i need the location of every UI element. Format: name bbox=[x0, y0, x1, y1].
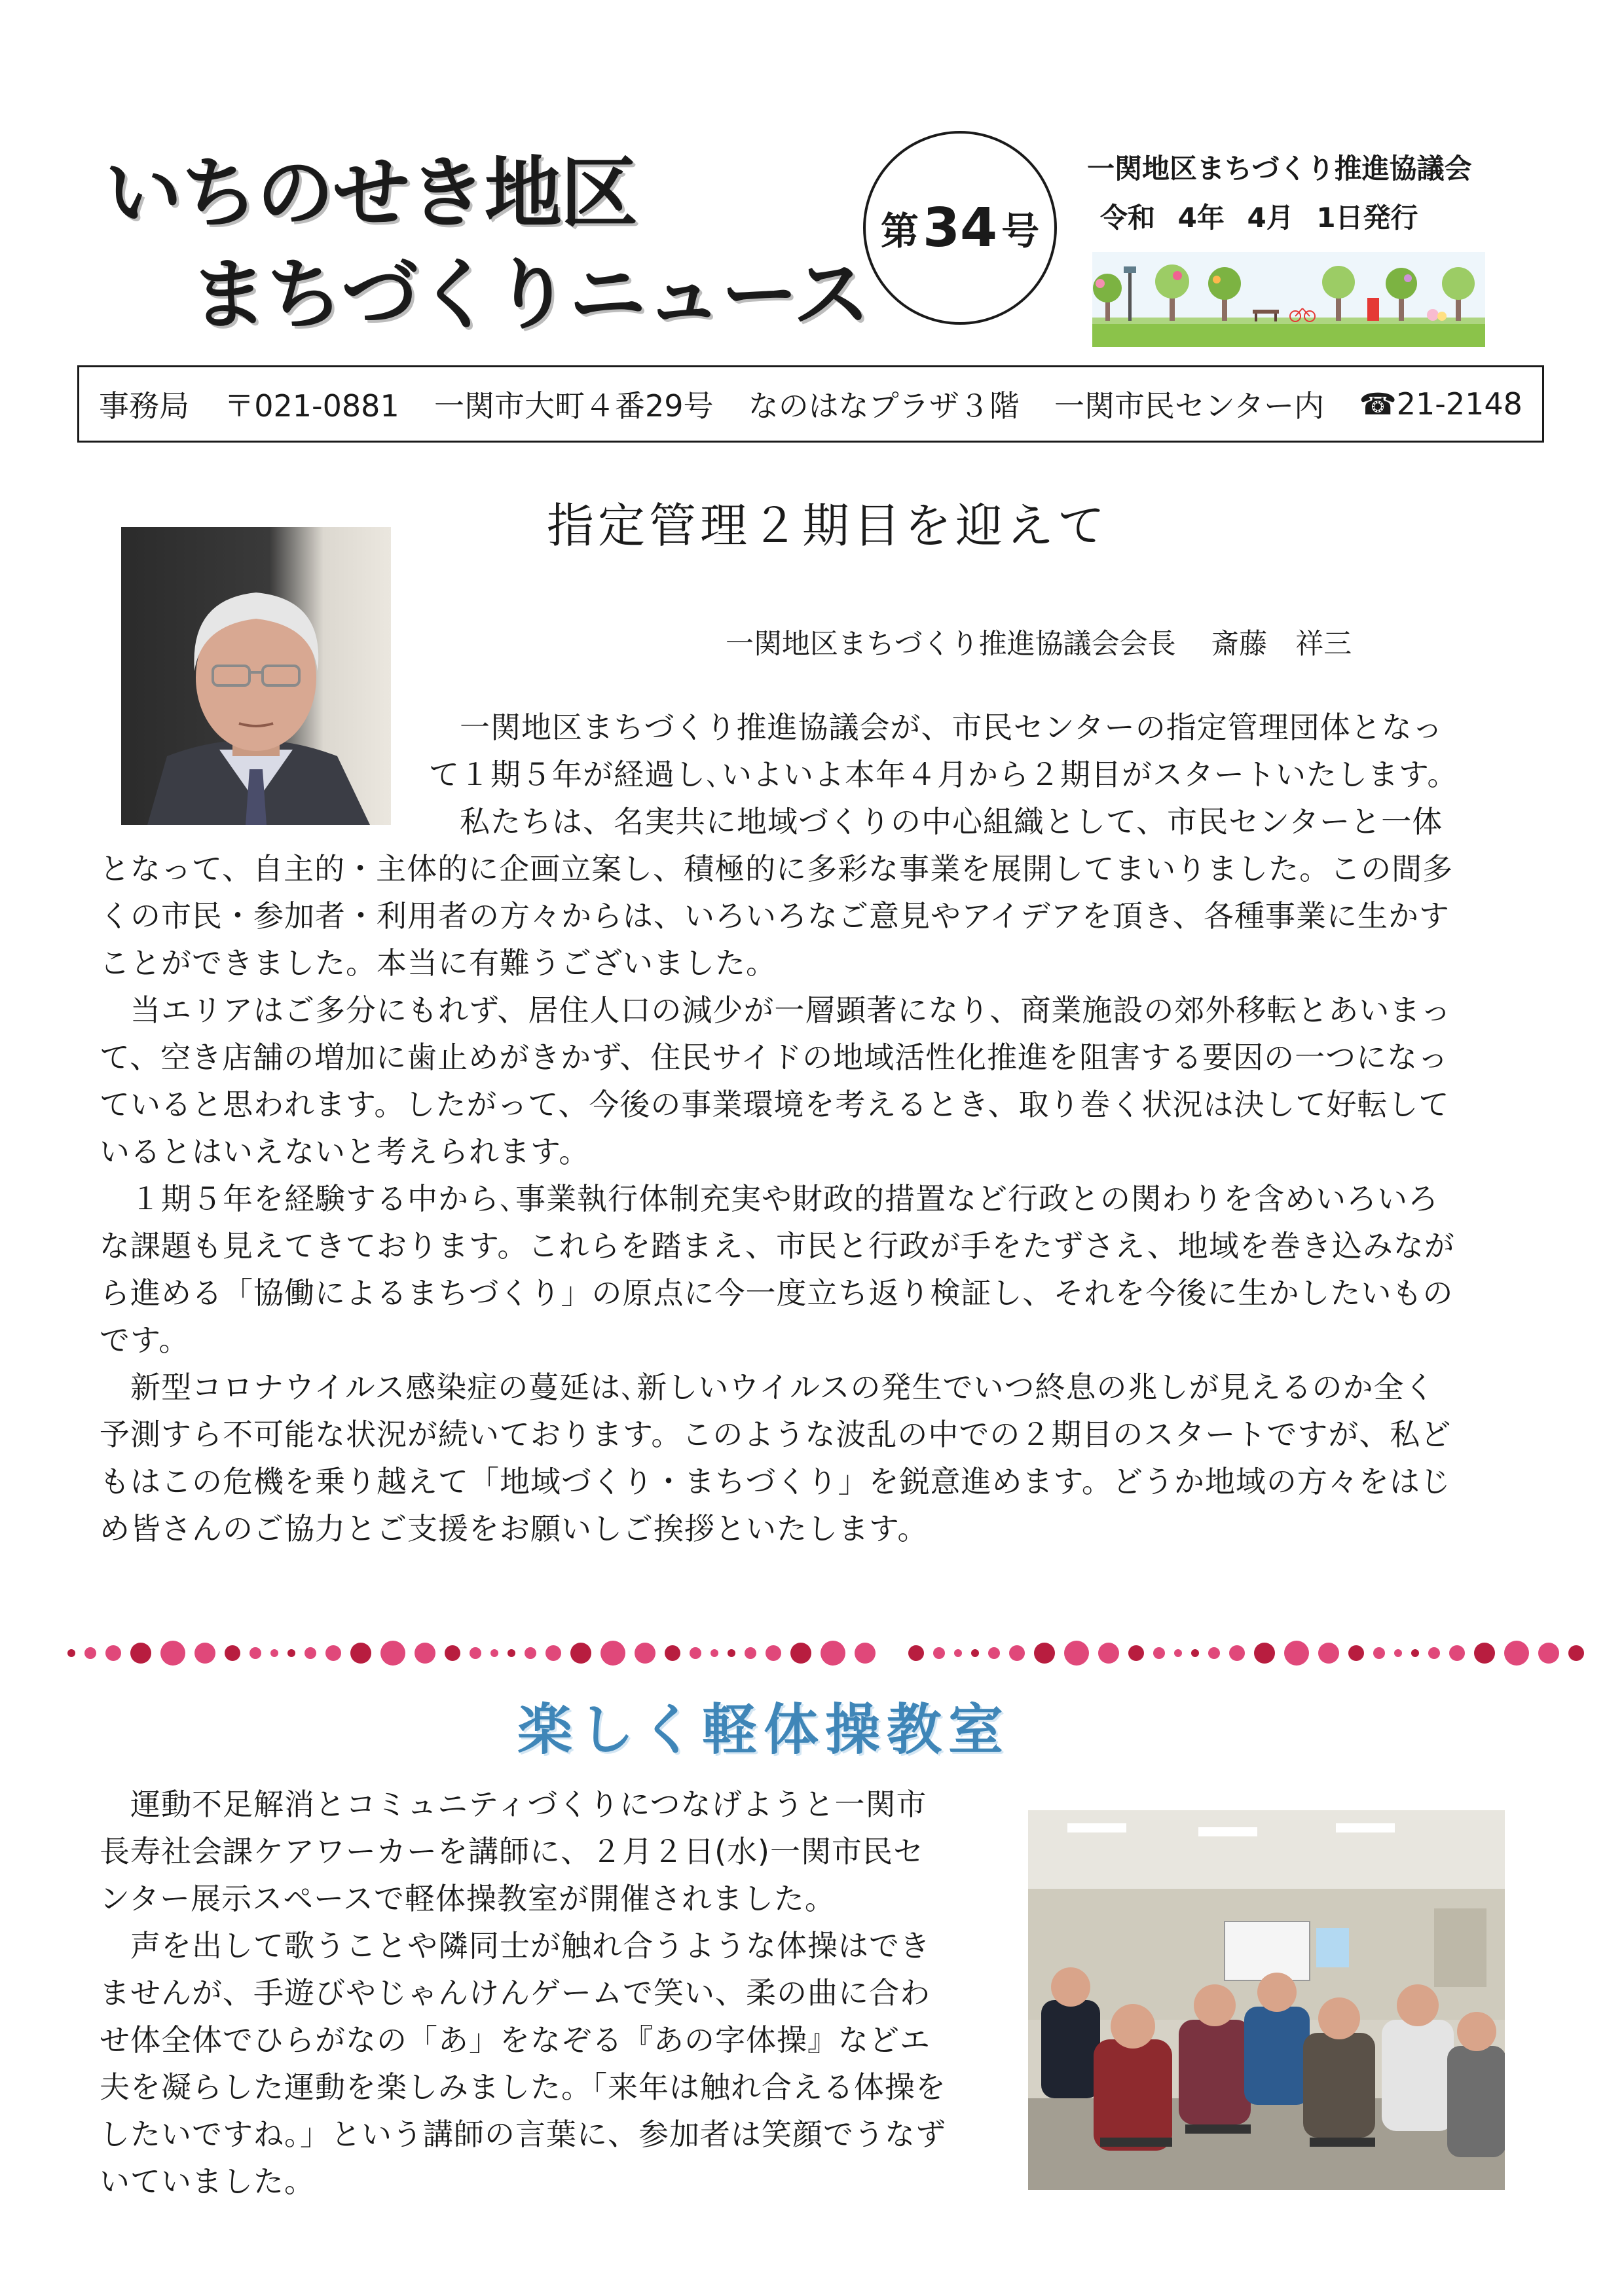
divider-dot bbox=[971, 1649, 979, 1657]
divider-dot bbox=[635, 1643, 655, 1664]
exercise-class-photo bbox=[1028, 1810, 1505, 2190]
article1-text-line: め皆さんのご協力とご支援をお願いしご挨拶といたします。 bbox=[100, 1511, 929, 1546]
divider-dot bbox=[1098, 1643, 1119, 1664]
divider-dot bbox=[1373, 1647, 1385, 1659]
article2-text-line: 声を出して歌うことや隣同士が触れ合うような体操はでき bbox=[100, 1928, 931, 1963]
article2-title: 楽しく軽体操教室 bbox=[517, 1698, 1010, 1762]
divider-dot bbox=[1174, 1649, 1182, 1657]
divider-dot bbox=[194, 1643, 215, 1664]
article2-text-line: 夫を凝らした運動を楽しみました｡「来年は触れ合える体操を bbox=[100, 2069, 946, 2105]
article1-body bbox=[100, 845, 1455, 1552]
divider-dot bbox=[1153, 1647, 1165, 1659]
office-postal-code: 〒021-0881 bbox=[224, 388, 399, 424]
divider-dot bbox=[1449, 1645, 1465, 1661]
divider-dot bbox=[130, 1643, 151, 1664]
divider-dot bbox=[1009, 1645, 1025, 1661]
divider-dot bbox=[1348, 1645, 1364, 1661]
divider-dot bbox=[325, 1645, 341, 1661]
office-phone: ☎21-2148 bbox=[1359, 386, 1522, 422]
divider-dot bbox=[1394, 1649, 1402, 1657]
article1-intro bbox=[429, 704, 1458, 845]
issue-suffix: 号 bbox=[1001, 209, 1040, 253]
divider-dot bbox=[1229, 1645, 1245, 1661]
dotted-divider bbox=[62, 1637, 1588, 1669]
article1-text-line: 当エリアはご多分にもれず、居住人口の減少が一層顕著になり、商業施設の郊外移転とあいまっ bbox=[100, 993, 1452, 1028]
article2-body bbox=[100, 1781, 946, 2205]
divider-dot bbox=[490, 1649, 498, 1657]
divider-dot bbox=[1128, 1645, 1144, 1661]
divider-dot bbox=[1318, 1643, 1339, 1664]
article1-text-line: くの市民・参加者・利用者の方々からは、いろいろなご意見やアイデアを頂き、各種事業に生かす bbox=[100, 898, 1450, 934]
divider-dot bbox=[1428, 1647, 1440, 1659]
divider-dot bbox=[1191, 1649, 1199, 1657]
divider-dot bbox=[67, 1649, 75, 1657]
divider-dot bbox=[350, 1643, 371, 1664]
divider-dot bbox=[1254, 1643, 1275, 1664]
article2-text-line: ンター展示スペースで軽体操教室が開催されました。 bbox=[100, 1881, 836, 1916]
divider-dot bbox=[1568, 1645, 1584, 1661]
divider-dot bbox=[570, 1643, 591, 1664]
issue-prefix: 第 bbox=[880, 209, 919, 253]
divider-dot bbox=[160, 1641, 185, 1666]
article1-text-line: ことができました。本当に有難うございました。 bbox=[100, 945, 777, 981]
office-building: なのはなプラザ３階 bbox=[748, 388, 1020, 424]
article2-text-line: ませんが、手遊びやじゃんけんゲームで笑い、柔の曲に合わ bbox=[100, 1975, 931, 2011]
article1-text-line: ら進める「協働によるまちづくり」の原点に今一度立ち返り検証し、それを今後に生かしたいもの bbox=[100, 1275, 1454, 1311]
divider-dot bbox=[525, 1647, 536, 1659]
newsletter-title-line2: まちづくりニュース bbox=[190, 249, 869, 340]
divider-dot bbox=[84, 1647, 96, 1659]
article1-text-line: １期５年を経験する中から､事業執行体制充実や財政的措置など行政との関わりを含めいろいろ bbox=[100, 1181, 1439, 1216]
divider-dot bbox=[287, 1649, 295, 1657]
divider-dot bbox=[766, 1645, 781, 1661]
divider-dot bbox=[821, 1641, 845, 1666]
divider-dot bbox=[445, 1645, 460, 1661]
divider-dot bbox=[710, 1649, 718, 1657]
article2-text-line: せ体全体でひらがなの「あ」をなぞる『あの字体操』などエ bbox=[100, 2022, 931, 2058]
article1-author bbox=[726, 622, 1352, 662]
issue-date: 令和 4年 4月 1日発行 bbox=[1100, 202, 1418, 234]
divider-dot bbox=[1208, 1647, 1220, 1659]
divider-dot bbox=[1411, 1649, 1419, 1657]
article1-text-line: もはこの危機を乗り越えて「地域づくり・まちづくり」を鋭意進めます。どうか地域の方々をはじ bbox=[100, 1464, 1451, 1499]
divider-dot bbox=[728, 1649, 735, 1657]
article1-text-line: て、空き店舗の増加に歯止めがきかず、住民サイドの地域活性化推進を阻害する要因の一つになっ bbox=[100, 1040, 1449, 1075]
divider-dot bbox=[225, 1645, 240, 1661]
divider-dot bbox=[1064, 1641, 1089, 1666]
article2-text-line: 長寿社会課ケアワーカーを講師に、２月２日(水)一関市民セ bbox=[100, 1834, 924, 1869]
divider-dot bbox=[270, 1649, 278, 1657]
article1-text-line: いるとはいえないと考えられます。 bbox=[100, 1134, 590, 1169]
divider-dot bbox=[1034, 1643, 1055, 1664]
divider-dot bbox=[600, 1641, 625, 1666]
divider-dot bbox=[507, 1649, 515, 1657]
office-center: 一関市民センター内 bbox=[1054, 388, 1325, 424]
office-address: 一関市大町４番29号 bbox=[434, 388, 714, 424]
article1-text-line: ていると思われます。したがって、今後の事業環境を考えるとき、取り巻く状況は決して好転して bbox=[100, 1087, 1450, 1122]
issue-number-badge bbox=[863, 131, 1057, 325]
divider-dot bbox=[304, 1647, 316, 1659]
article1-text-line: な課題も見えてきております。これらを踏まえ、市民と行政が手をたずさえ、地域を巻き込みなが bbox=[100, 1228, 1455, 1264]
divider-dot bbox=[1474, 1643, 1495, 1664]
divider-dot bbox=[249, 1647, 261, 1659]
divider-dot bbox=[908, 1645, 924, 1661]
article1-text-line: 新型コロナウイルス感染症の蔓延は､新しいウイルスの発生でいつ終息の兆しが見えるのか全く bbox=[100, 1370, 1435, 1405]
divider-dot bbox=[855, 1643, 876, 1664]
article2-text-line: いていました。 bbox=[100, 2164, 315, 2199]
article1-text-line: です。 bbox=[100, 1322, 190, 1358]
article1-text-line: となって、自主的・主体的に企画立案し、積極的に多彩な事業を展開してまいりました。この間多 bbox=[100, 851, 1454, 886]
article1-text-line: 私たちは、名実共に地域づくりの中心組織として、市民センターと一体 bbox=[429, 804, 1443, 839]
divider-dot bbox=[1538, 1643, 1559, 1664]
divider-dot bbox=[105, 1645, 121, 1661]
article1-text-line: 予測すら不可能な状況が続いております。このような波乱の中での２期目のスタートですが、私ど bbox=[100, 1417, 1452, 1452]
article2-text-line: 運動不足解消とコミュニティづくりにつなげようと一関市 bbox=[100, 1787, 927, 1822]
divider-dot bbox=[988, 1647, 1000, 1659]
article2-text-line: したいですね。」という講師の言葉に、参加者は笑顔でうなず bbox=[100, 2117, 946, 2152]
article1-text-line: て１期５年が経過し､いよいよ本年４月から２期目がスタートいたします。 bbox=[429, 757, 1458, 792]
divider-dot bbox=[1284, 1641, 1309, 1666]
divider-dot bbox=[545, 1645, 561, 1661]
divider-dot bbox=[1504, 1641, 1529, 1666]
publisher-name: 一関地区まちづくり推進協議会 bbox=[1087, 153, 1472, 185]
article1-title: 指定管理２期目を迎えて bbox=[547, 498, 1109, 553]
office-label: 事務局 bbox=[99, 388, 189, 424]
issue-number: 34 bbox=[922, 196, 998, 259]
office-info-bar bbox=[77, 365, 1544, 443]
park-illustration bbox=[1092, 252, 1485, 347]
divider-dot bbox=[790, 1643, 811, 1664]
divider-dot bbox=[415, 1643, 435, 1664]
divider-dot bbox=[665, 1645, 680, 1661]
divider-dot bbox=[954, 1649, 962, 1657]
author-role: 一関地区まちづくり推進協議会会長 bbox=[726, 628, 1176, 661]
newsletter-title-line1: いちのせき地区 bbox=[105, 148, 637, 238]
chairman-photo bbox=[121, 527, 391, 825]
divider-dot bbox=[380, 1641, 405, 1666]
author-name: 斎藤 祥三 bbox=[1211, 628, 1352, 661]
article1-text-line: 一関地区まちづくり推進協議会が、市民センターの指定管理団体となっ bbox=[429, 710, 1443, 745]
divider-dot bbox=[933, 1647, 945, 1659]
divider-dot bbox=[745, 1647, 756, 1659]
divider-dot bbox=[470, 1647, 481, 1659]
divider-dot bbox=[690, 1647, 701, 1659]
